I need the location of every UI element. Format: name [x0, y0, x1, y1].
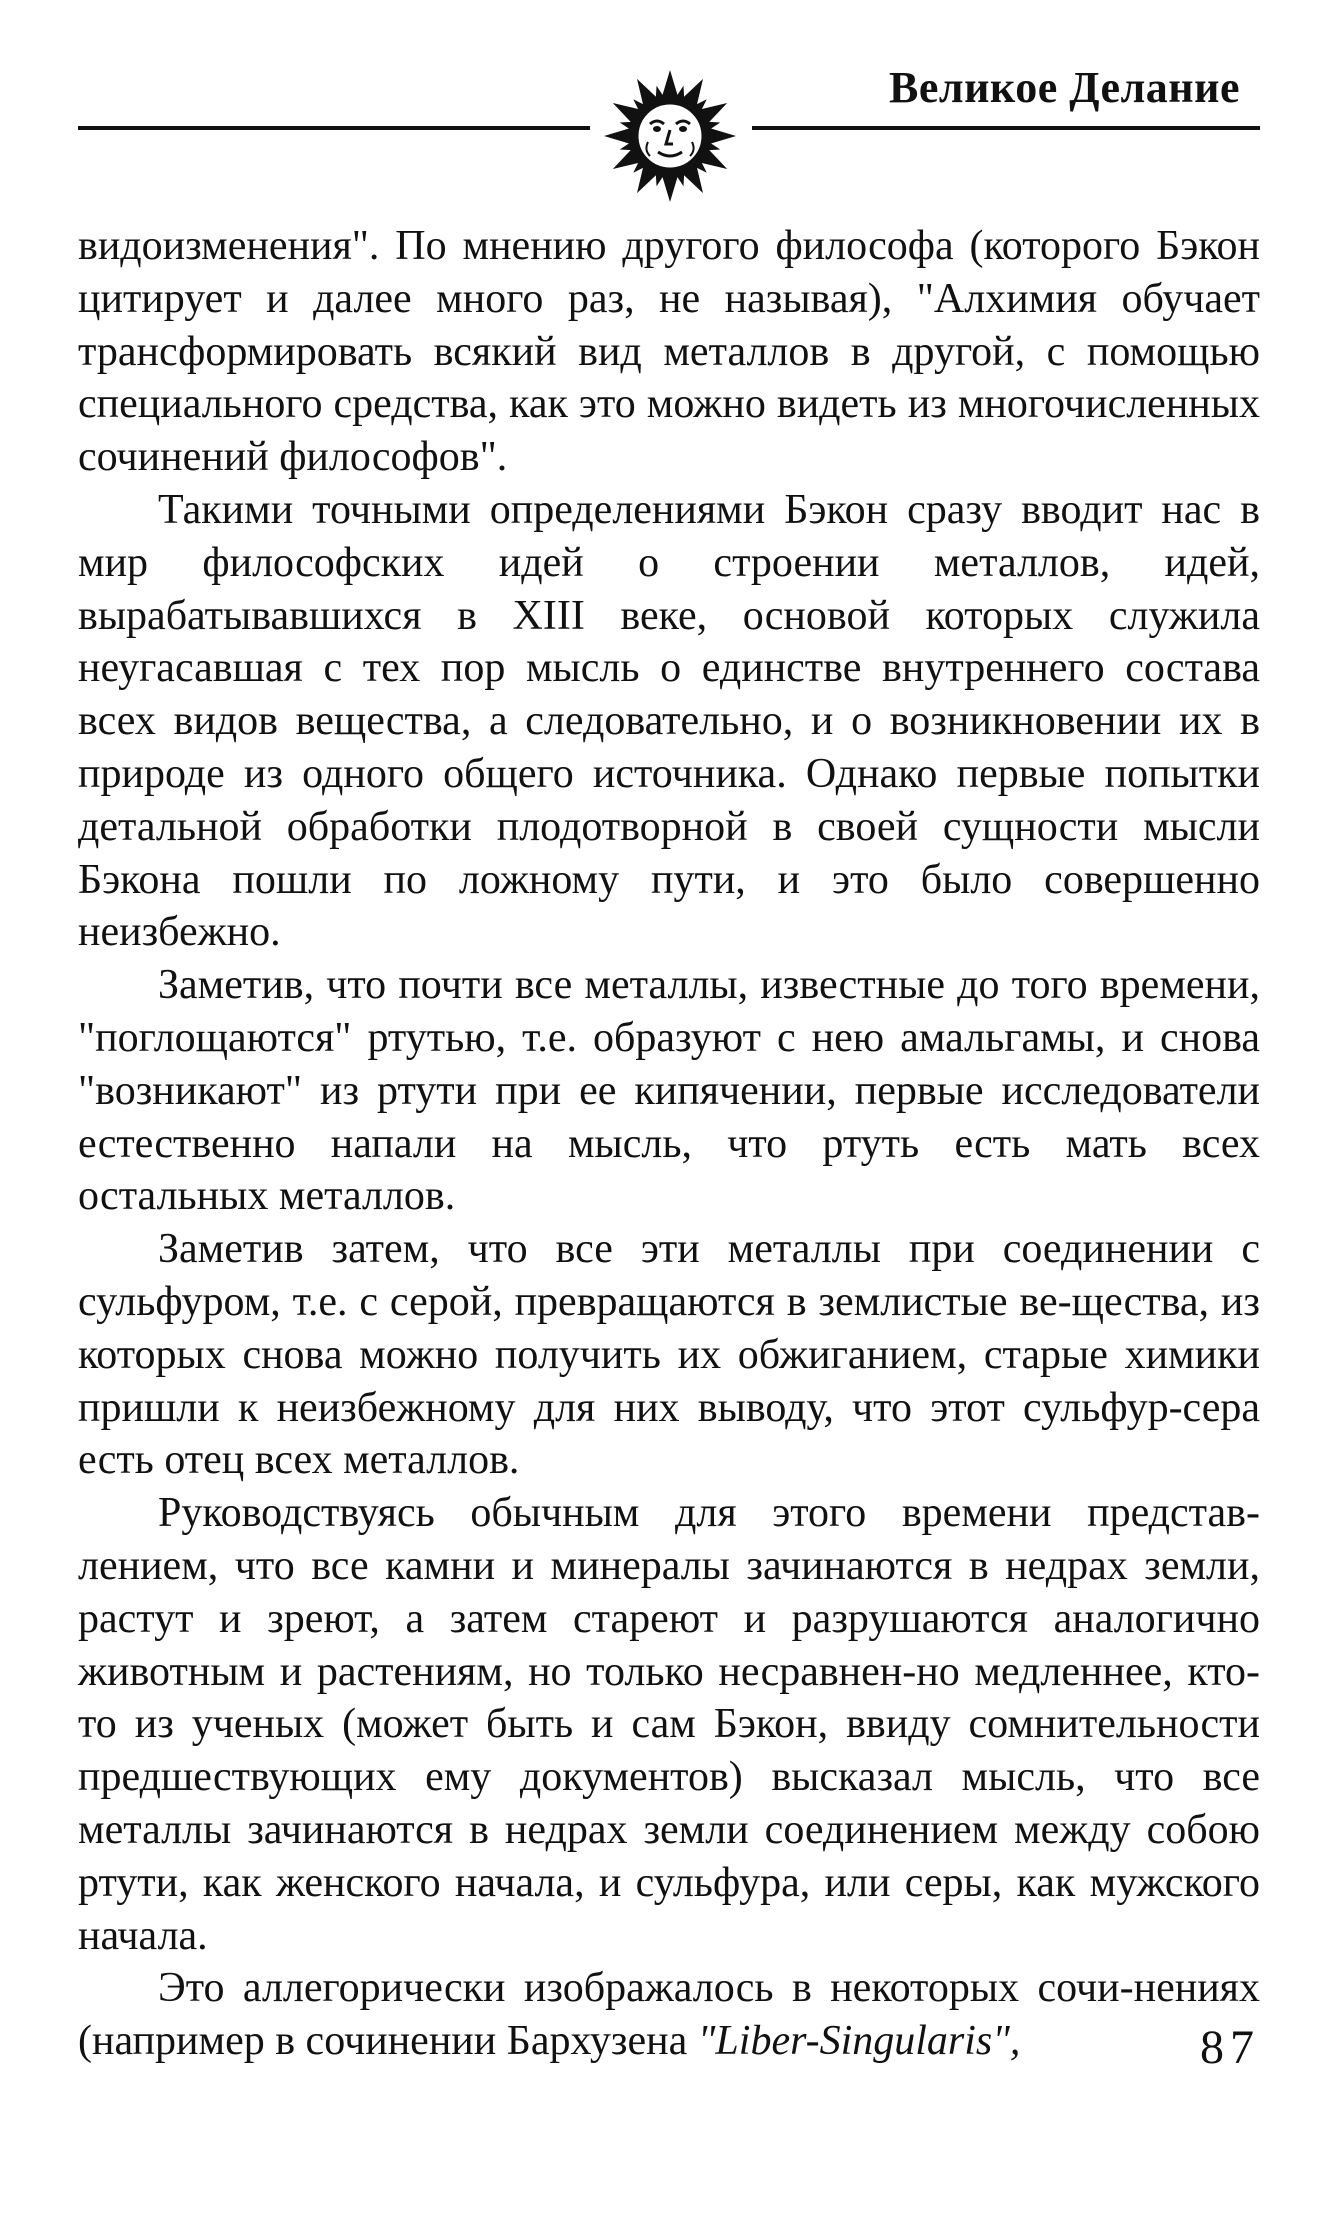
- book-title: "Liber-Singularis",: [697, 2018, 1021, 2065]
- page-body: [78, 220, 1260, 2068]
- header-rule-left: [78, 126, 590, 130]
- running-title: Великое Делание: [889, 63, 1240, 112]
- paragraph: [78, 484, 1260, 959]
- paragraph-text: Заметив затем, что все эти металлы при соединении с сульфуром, т.е. с серой, превращаются в землистые ве-щества, из которых снова можно получить их обжиганием, старые химики пришли к неизбежному для них выводу, что этот сульфур-сера есть отец всех металлов.: [78, 1226, 1260, 1484]
- running-header: [0, 0, 1328, 200]
- paragraph: [78, 220, 1260, 484]
- paragraph-text: видоизменения". По мнению другого философа (которого Бэкон цитирует и далее много раз, не называя), "Алхимия обучает трансформировать всякий вид металлов в другой, с помощью специального средства, как это можно видеть из многочисленных сочинений философов".: [78, 223, 1260, 481]
- paragraph: [78, 1223, 1260, 1487]
- paragraph-text: Руководствуясь обычным для этого времени представ-лением, что все камни и минералы зачинаются в недрах земли, растут и зреют, а затем стареют и разрушаются аналогично животным и растениям, но только несравнен-но медленнее, кто-то из ученых (может быть и сам Бэкон, ввиду сомнительности предшествующих ему документов) высказал мысль, что все металлы зачинаются в недрах земли соединением между собою ртути, как женского начала, и сульфура, или серы, как мужского начала.: [78, 1490, 1260, 1959]
- paragraph-text: Заметив, что почти все металлы, известные до того времени, "поглощаются" ртутью, т.е. образуют с нею амальгамы, и снова "возникают" из ртути при ее кипячении, первые исследователи естественно напали на мысль, что ртуть есть мать всех остальных металлов.: [78, 962, 1260, 1220]
- paragraph: [78, 1487, 1260, 1962]
- paragraph-text: Такими точными определениями Бэкон сразу вводит нас в мир философских идей о строении металлов, идей, вырабатывавшихся в XIII веке, основой которых служила неугасавшая с тех пор мысль о единстве внутреннего состава всех видов вещества, а следовательно, и о возникновении их в природе из одного общего источника. Однако первые попытки детальной обработки плодотворной в своей сущности мысли Бэкона пошли по ложному пути, и это было совершенно неизбежно.: [78, 486, 1260, 956]
- page-number: 87: [1200, 2021, 1260, 2074]
- paragraph: [78, 959, 1260, 1223]
- sun-face-icon: [600, 66, 740, 206]
- paragraph-text: Это аллегорически изображалось в некоторых сочи-нениях (например в сочинении Бархузена: [78, 1965, 1260, 2065]
- header-rule-right: [752, 126, 1260, 130]
- paragraph: [78, 1962, 1260, 2068]
